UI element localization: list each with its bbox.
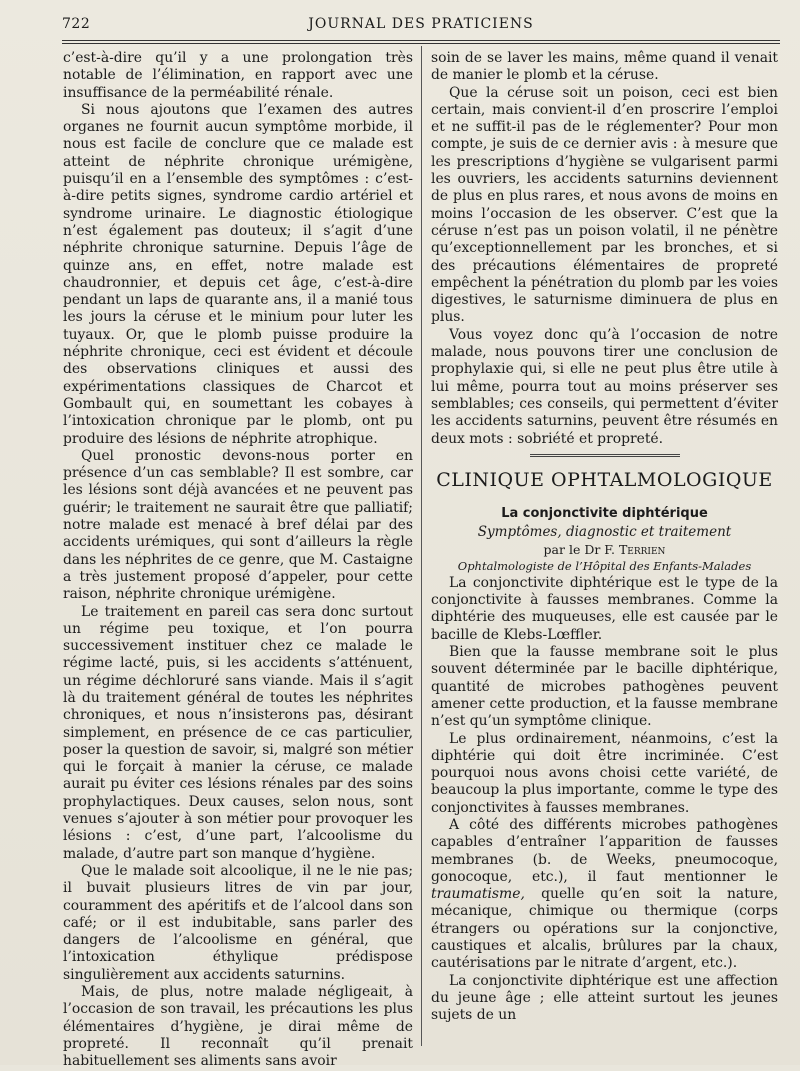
left-paragraph: c’est-à-dire qu’il y a une prolongation très notable de l’élimination, en rapport avec une insuffisance de la perméabilité rénale.	[63, 50, 413, 101]
section-title: CLINIQUE OPHTALMOLOGIQUE	[436, 468, 773, 491]
right-column	[431, 50, 778, 1025]
author-affiliation: Ophtalmologiste de l’Hôpital des Enfants-Malades	[457, 558, 752, 573]
causes-text-end: quelle qu’en soit la nature, mécanique, chimique ou thermique (corps étrangers ou opérations sur la conjonctive, caustiques et alcalis, brûlures par la chaux, cautérisations par le nitrate d’argent, etc.).	[431, 886, 778, 972]
left-paragraph: Quel pronostic devons-nous porter en présence d’un cas semblable? Il est sombre, car les lésions sont déjà avancées et ne peuvent pas guérir; le traitement ne saurait être que palliatif; notre malade est menacé à bref délai par des accidents urémiques, qui sont d’ailleurs la règle dans les néphrites de ce genre, que M. Castaigne a très justement proposé d’appeler, pour cette raison, néphrite chronique urémigène.	[63, 447, 413, 603]
left-paragraph: Si nous ajoutons que l’examen des autres organes ne fournit aucun symptôme morbide, il nous est facile de conclure que ce malade est atteint de néphrite chronique urémigène, puisqu’il en a l’ensemble des symptômes : c’est-à-dire petits signes, syndrome cardio artériel et syndrome urinaire. Le diagnostic étiologique n’est également pas douteux; il s’agit d’une néphrite chronique saturnine. Depuis l’âge de quinze ans, en effet, notre malade est chaudronnier, et depuis cet âge, c’est-à-dire pendant un laps de quarante ans, il a manié tous les jours la céruse et le minium pour luter les tuyaux. Or, que le plomb puisse produire la néphrite chronique, ceci est évident et découle des observations cliniques et aussi des expérimentations classiques de Charcot et Gombault qui, en soumettant les cobayes à l’intoxication chronique par le plomb, ont pu produire des lésions de néphrite atrophique.	[63, 101, 413, 447]
right-paragraph: Bien que la fausse membrane soit le plus souvent déterminée par le bacille diphtérique, quantité de microbes pathogènes peuvent amener cette production, et la fausse membrane n’est qu’un symptôme clinique.	[431, 644, 778, 730]
article-subtitle: Symptômes, diagnostic et traitement	[477, 523, 732, 540]
right-paragraph: La conjonctivite diphtérique est une affection du jeune âge ; elle atteint surtout les jeunes sujets de un	[431, 972, 778, 1024]
right-paragraph: La conjonctivite diphtérique est le type de la conjonctivite à fausses membranes. Comme la diphtérie des muqueuses, elle est causée par le bacille de Klebs-Lœffler.	[431, 574, 778, 643]
right-paragraph: Vous voyez donc qu’à l’occasion de notre malade, nous pouvons tirer une conclusion de prophylaxie qui, si elle ne peut plus être utile à lui même, pourra tout au moins préserver ses semblables; ces conseils, qui permettent d’éviter les accidents saturnins, peuvent être résumés en deux mots : sobriété et propreté.	[431, 326, 778, 447]
left-paragraph: Que le malade soit alcoolique, il ne le nie pas; il buvait plusieurs litres de vin par jour, couramment des apéritifs et de l’alcool dans son café; or il est indubitable, sans parler des dangers de l’alcoolisme en général, que l’intoxication éthylique prédispose singulièrement aux accidents saturnins.	[63, 862, 413, 983]
left-column	[63, 50, 413, 1071]
right-paragraph: Le plus ordinairement, néanmoins, c’est la diphtérie qui doit être incriminée. C’est pourquoi nous avons choisi cette variété, de beaucoup la plus importante, comme le type des conjonctivites à fausses membranes.	[431, 730, 778, 816]
page-number: 722	[62, 16, 91, 32]
column-divider	[421, 46, 422, 1046]
page-header	[62, 14, 780, 36]
left-paragraph: Le traitement en pareil cas sera donc surtout un régime peu toxique, et l’on pourra successivement instituer chez ce malade le régime lacté, puis, si les accidents s’atténuent, un régime déchloruré sans viande. Mais il s’agit là du traitement général de toutes les néphrites chroniques, et nous n’insisterons pas, désirant simplement, en présence de ce cas particulier, poser la question de savoir, si, malgré son métier qui le forçait à manier la céruse, ce malade aurait pu éviter ces lésions rénales par des soins prophylactiques. Deux causes, selon nous, sont venues s’ajouter à son métier pour provoquer les lésions : c’est, d’une part, l’alcoolisme du malade, d’autre part son manque d’hygiène.	[63, 603, 413, 862]
header-rule	[62, 40, 780, 44]
section-rule	[530, 454, 680, 457]
journal-title: JOURNAL DES PRATICIENS	[308, 16, 534, 32]
right-paragraph	[431, 817, 778, 973]
article-byline	[431, 541, 778, 558]
right-paragraph: Que la céruse soit un poison, ceci est bien certain, mais convient-il d’en proscrire l’emploi et ne suffit-il pas de le réglementer? Pour mon compte, je suis de ce dernier avis : à mesure que les prescriptions d’hygiène se vulgarisent parmi les ouvriers, les accidents saturnins deviennent de plus en plus rares, et nous avons de moins en moins l’occasion de les observer. C’est que la céruse n’est pas un poison volatil, il ne pénètre qu’exceptionnellement par les bronches, et si des précautions élémentaires de propreté empêchent la pénétration du plomb par les voies digestives, le saturnisme diminuera de plus en plus.	[431, 84, 778, 326]
author-name: Terrien	[618, 541, 666, 557]
right-paragraph: soin de se laver les mains, même quand il venait de manier le plomb et la céruse.	[431, 50, 778, 84]
byline-prefix: par le Dr F.	[543, 541, 619, 557]
left-paragraph: Mais, de plus, notre malade négligeait, à l’occasion de son travail, les précautions les plus élémentaires d’hygiène, je dirai même de propreté. Il reconnaît qu’il prenait habituellement ses aliments sans avoir	[63, 984, 413, 1070]
article-title: La conjonctivite diphtérique	[501, 505, 708, 521]
causes-text-italic: traumatisme,	[431, 886, 525, 903]
causes-text-start: A côté des différents microbes pathogènes capables d’entraîner l’apparition de fausses membranes (b. de Weeks, pneumocoque, gonocoque, etc.), il faut mentionner le	[431, 816, 778, 885]
